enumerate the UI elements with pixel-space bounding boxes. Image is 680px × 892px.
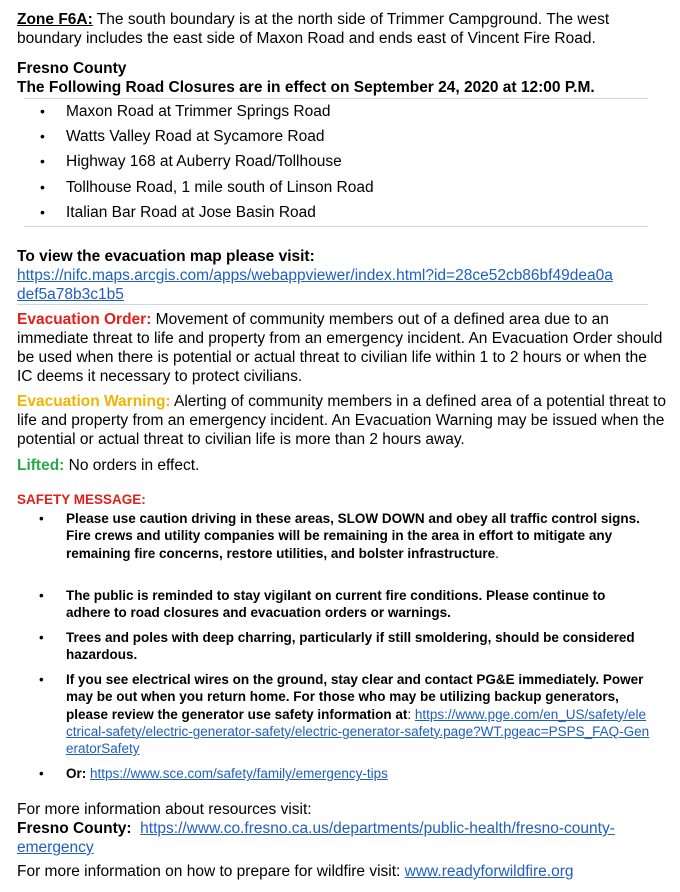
safety-title: SAFETY MESSAGE: xyxy=(17,492,146,507)
lifted-label: Lifted: xyxy=(17,457,65,474)
evac-map-heading: To view the evacuation map please visit: xyxy=(17,248,315,265)
wildfire-info: For more information on how to prepare for wildfire visit: www.readyforwildfire.org xyxy=(17,863,574,880)
divider xyxy=(17,304,648,305)
evac-map-link[interactable]: https://nifc.maps.arcgis.com/apps/webappviewer/index.html?id=28ce52cb86bf49dea0a def5a78b3c1b5 xyxy=(17,267,613,303)
resources-intro: For more information about resources visit: xyxy=(17,801,312,818)
list-item: • Highway 168 at Auberry Road/Tollhouse xyxy=(24,150,648,175)
bullet-icon xyxy=(24,103,66,121)
county-name: Fresno County xyxy=(17,60,127,77)
sce-emergency-link[interactable]: https://www.sce.com/safety/family/emergency-tips xyxy=(90,766,388,781)
list-item: • Trees and poles with deep charring, particularly if still smoldering, should be considered hazardous. xyxy=(39,629,651,664)
list-item: • Watts Valley Road at Sycamore Road xyxy=(24,124,648,149)
bullet-icon xyxy=(24,204,66,222)
zone-label: Zone F6A: xyxy=(17,11,93,28)
fresno-county-resource xyxy=(17,819,666,857)
list-item: • The public is reminded to stay vigilant on current fire conditions. Please continue to adhere to road closures and evacuation orders or warnings. xyxy=(39,587,651,622)
fresno-county-link[interactable]: https://www.co.fresno.ca.us/departments/public-health/fresno-county- xyxy=(140,820,615,837)
bullet-icon xyxy=(24,128,66,146)
zone-paragraph xyxy=(17,10,666,48)
list-item: • Please use caution driving in these areas, SLOW DOWN and obey all traffic control signs. Fire crews and utility companies will be remaining in the area in effort to mitigate any remaining fire concerns, restore utilities, and bolster infrastructure. xyxy=(39,510,651,562)
closures-heading: The Following Road Closures are in effect on September 24, 2020 at 12:00 P.M. xyxy=(17,79,595,96)
evacuation-order-label: Evacuation Order: xyxy=(17,311,152,328)
bullet-icon xyxy=(39,510,66,562)
bullet-icon xyxy=(24,179,66,197)
fresno-county-link-cont[interactable]: emergency xyxy=(17,839,94,856)
bullet-icon xyxy=(24,153,66,171)
evacuation-warning-label: Evacuation Warning: xyxy=(17,393,171,410)
readyforwildfire-link[interactable]: www.readyforwildfire.org xyxy=(404,863,574,880)
pge-generator-link[interactable]: https://www.pge.com/en_US/safety/electrical-safety/electric-generator-safety/electric-generator-safety.page?WT.pgeac=PSPS_FAQ-GeneratorSafety xyxy=(66,706,650,757)
bullet-icon xyxy=(39,765,66,782)
evacuation-warning-definition: Evacuation Warning: Alerting of community members in a defined area of a potential threat to life and property from an emergency incident. An Evacuation Warning may be issued when the potential or actual threat to civilian life is more than 2 hours away. xyxy=(17,393,666,448)
bullet-icon xyxy=(39,671,66,757)
road-closures-list xyxy=(24,98,648,227)
fresno-county-label: Fresno County: xyxy=(17,820,132,837)
list-item: • If you see electrical wires on the ground, stay clear and contact PG&E immediately. Power may be out when you return home. For those who may be utilizing backup generators, please review the generator use safety information at: https://www.pge.com/en_US/safety/electrical-safety/electric-generator-safety/electric-generator-safety.page?WT.pgeac=PSPS_FAQ-GeneratorSafety xyxy=(39,671,651,757)
evacuation-order-definition: Evacuation Order: Movement of community members out of a defined area due to an immediate threat to life and property from an emergency incident. An Evacuation Order should be used when there is potential or actual threat to civilian life within 1 to 2 hours or when the IC deems it necessary to protect civilians. xyxy=(17,311,663,385)
bullet-icon xyxy=(39,629,66,664)
list-item: • Tollhouse Road, 1 mile south of Linson Road xyxy=(24,175,648,200)
zone-description: The south boundary is at the north side of Trimmer Campground. The west boundary includes the east side of Maxon Road and ends east of Vincent Fire Road. xyxy=(17,11,610,47)
list-item: • Maxon Road at Trimmer Springs Road xyxy=(24,99,648,124)
lifted-definition: Lifted: No orders in effect. xyxy=(17,457,200,474)
list-item: • Italian Bar Road at Jose Basin Road xyxy=(24,201,648,226)
list-item: • Or: https://www.sce.com/safety/family/emergency-tips xyxy=(39,765,651,782)
bullet-icon xyxy=(39,587,66,622)
